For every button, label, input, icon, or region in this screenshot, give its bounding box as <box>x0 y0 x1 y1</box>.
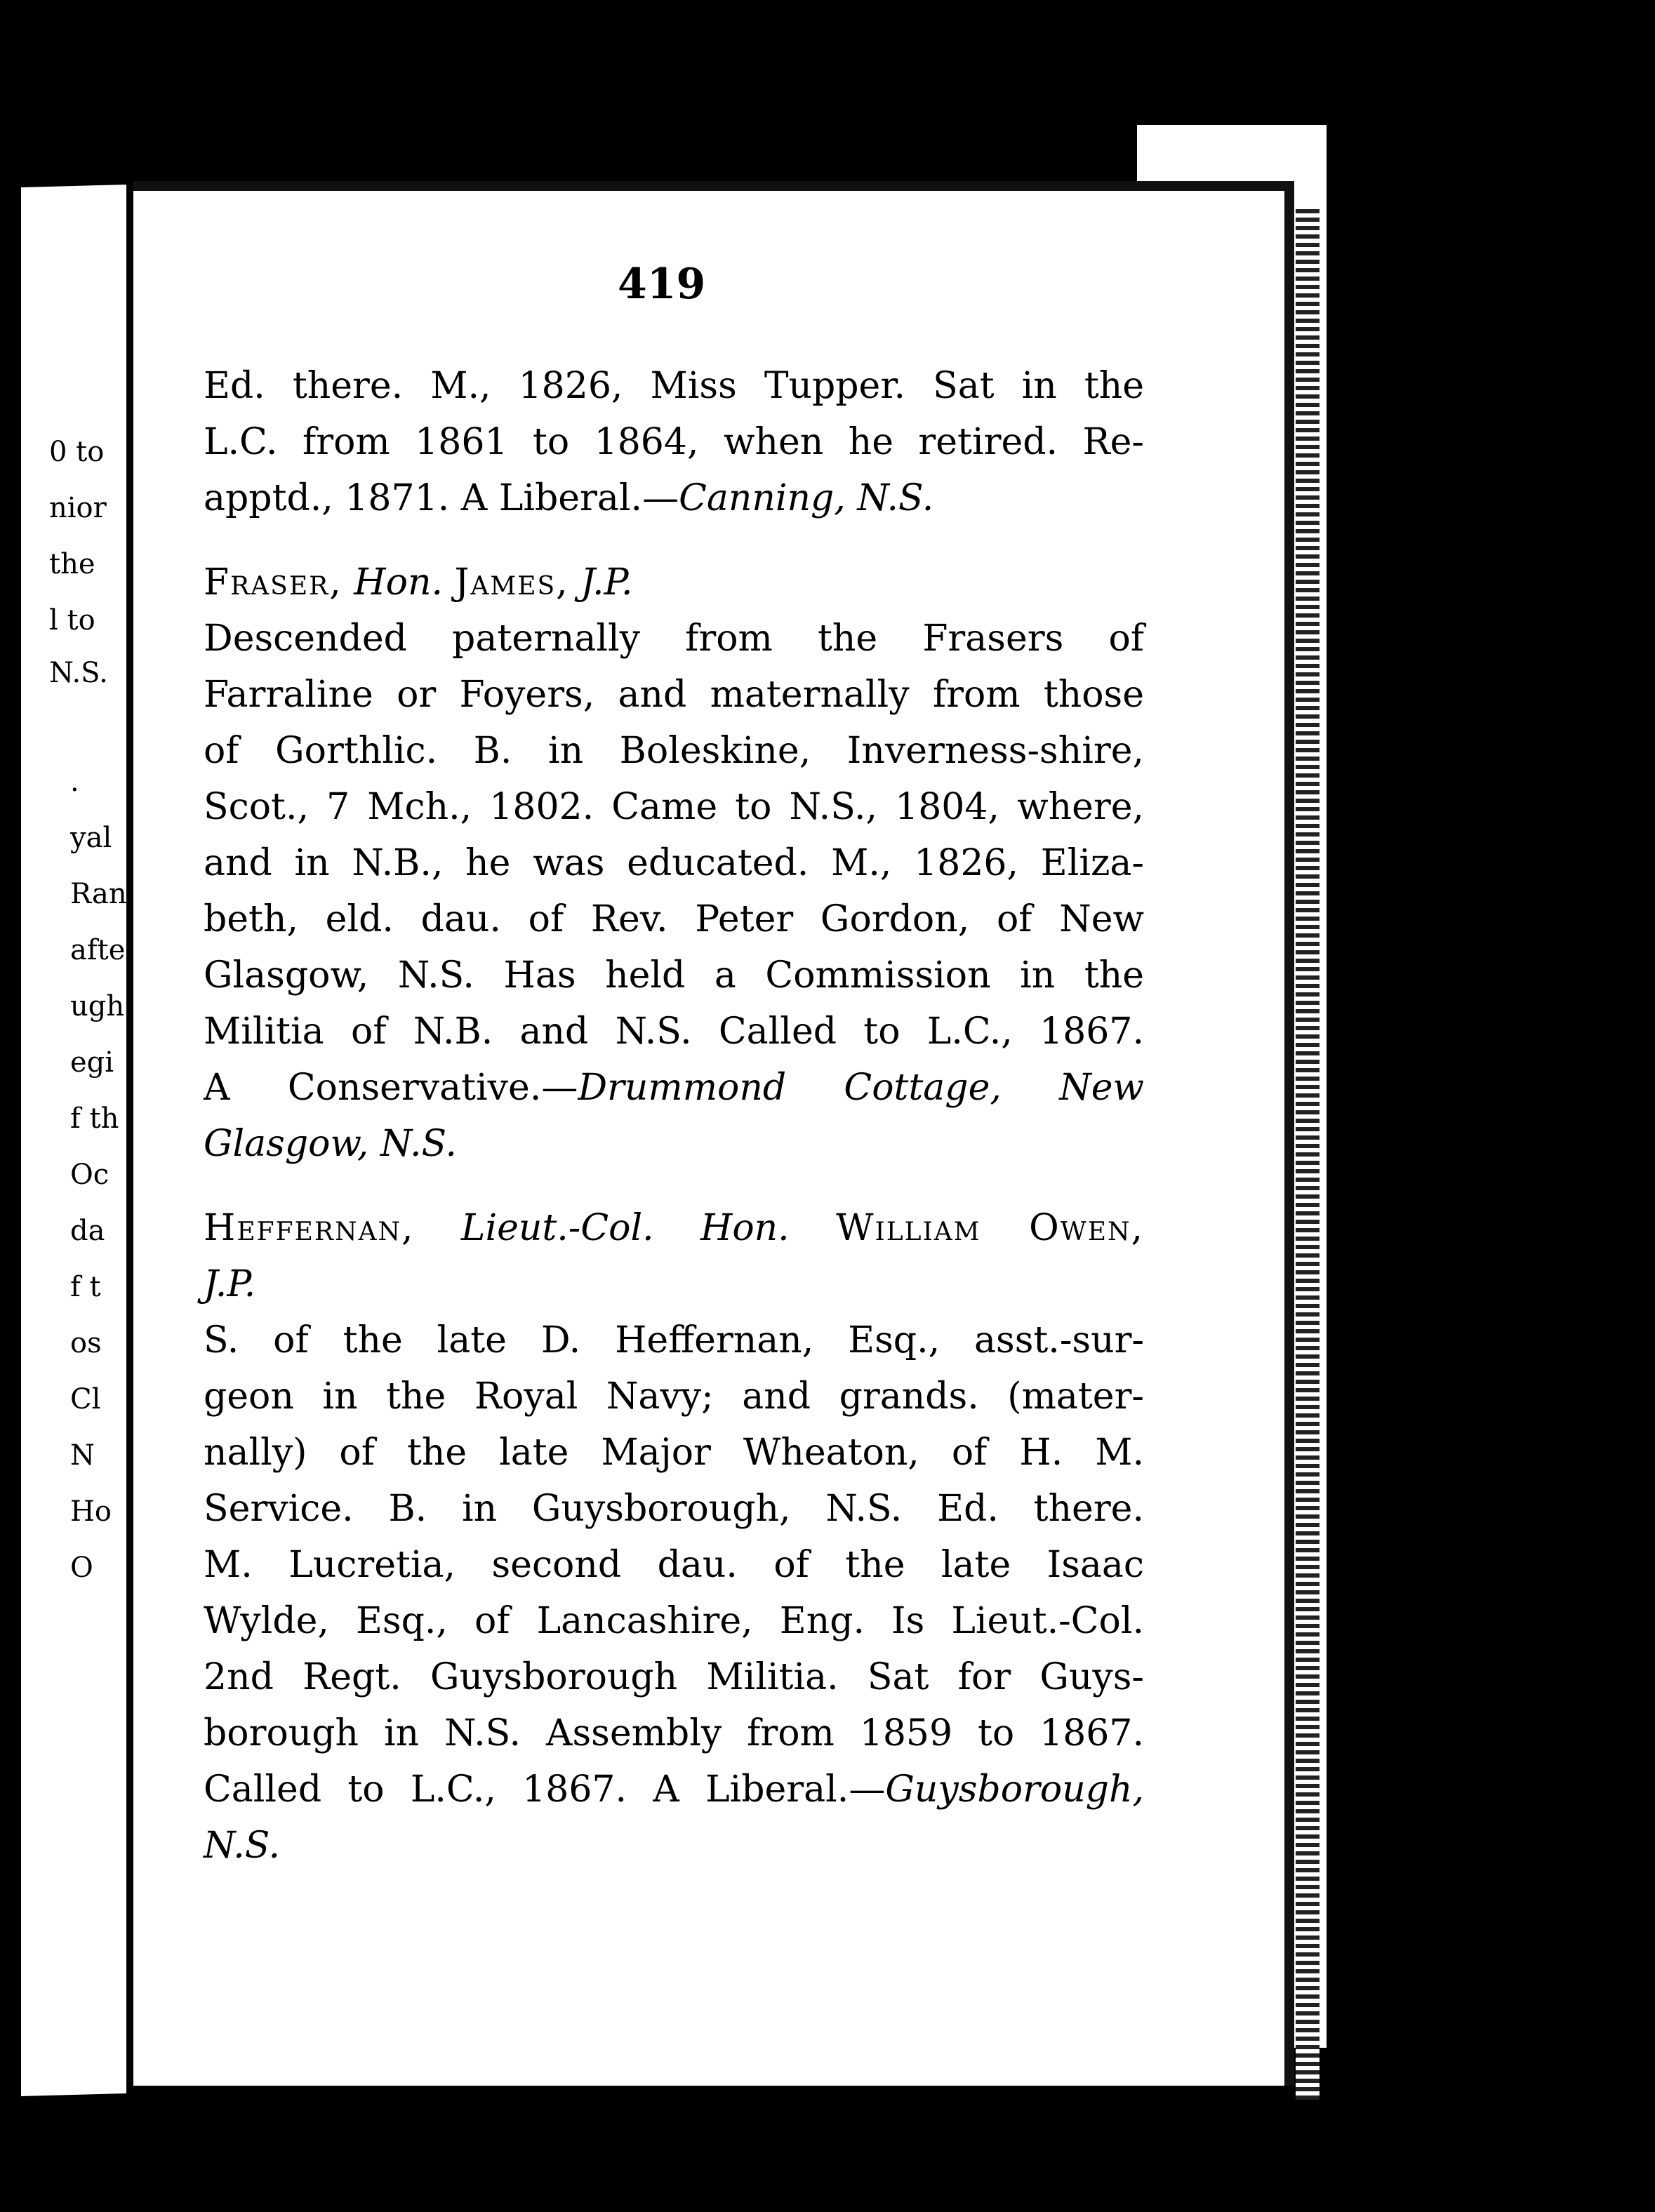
fraser-line: beth, eld. dau. of Rev. Peter Gordon, of New <box>204 898 1144 940</box>
heffernan-final-italic: N.S. <box>204 1825 281 1867</box>
left-fragment: da <box>70 1215 105 1247</box>
left-fragment: f th <box>70 1102 119 1135</box>
heffernan-line: Wylde, Esq., of Lancashire, Eng. Is Lieut.-Col. <box>204 1600 1144 1642</box>
heffernan-line: 2nd Regt. Guysborough Militia. Sat for Guys- <box>204 1656 1144 1698</box>
fraser-line: Descended paternally from the Frasers of <box>204 618 1144 660</box>
left-fragment: f t <box>70 1271 101 1303</box>
heffernan-line: nally) of the late Major Wheaton, of H. M. <box>204 1432 1144 1474</box>
heffernan-post: J.P. <box>204 1263 256 1305</box>
fraser-line-last <box>204 1060 1144 1116</box>
left-page-edge <box>21 185 126 2096</box>
page-number: 419 <box>618 260 706 309</box>
left-fragment: N <box>70 1439 95 1472</box>
fraser-given: James, <box>454 561 569 604</box>
fraser-line: Militia of N.B. and N.S. Called to L.C., 1867. <box>204 1011 1144 1053</box>
heffernan-last-italic: Guysborough, <box>885 1768 1144 1811</box>
intro-line-last <box>204 470 1144 526</box>
heffernan-line: geon in the Royal Navy; and grands. (mater- <box>204 1375 1144 1418</box>
heffernan-line: M. Lucretia, second dau. of the late Isaac <box>204 1544 1144 1586</box>
fraser-line: Farraline or Foyers, and maternally from those <box>204 674 1144 716</box>
heffernan-given: William Owen, <box>836 1207 1145 1249</box>
page-text <box>204 358 1144 1874</box>
left-fragment: yal <box>70 822 112 854</box>
fraser-post: J.P. <box>580 561 633 604</box>
left-fragment: O <box>70 1552 93 1584</box>
heffernan-line: borough in N.S. Assembly from 1859 to 1867. <box>204 1712 1144 1754</box>
left-fragment: Ho <box>70 1495 112 1528</box>
intro-line: Ed. there. M., 1826, Miss Tupper. Sat in the <box>204 365 1144 407</box>
left-fragment: Cl <box>70 1383 101 1415</box>
heffernan-line-final <box>204 1818 1144 1874</box>
left-fragment: Ran <box>70 878 127 910</box>
left-fragment: 0 to <box>49 436 105 468</box>
fraser-line: and in N.B., he was educated. M., 1826, Eliza- <box>204 842 1144 884</box>
heffernan-last-plain: Called to L.C., 1867. A Liberal.— <box>204 1768 886 1811</box>
entry-heading-fraser <box>204 554 1144 611</box>
intro-line: L.C. from 1861 to 1864, when he retired. Re- <box>204 421 1144 463</box>
fraser-title: Hon. <box>354 561 443 604</box>
fraser-line: of Gorthlic. B. in Boleskine, Inverness-shire, <box>204 730 1144 772</box>
intro-last-italic: Canning, N.S. <box>679 477 934 519</box>
fraser-line: Glasgow, N.S. Has held a Commission in the <box>204 954 1144 997</box>
heffernan-line: S. of the late D. Heffernan, Esq., asst.-sur- <box>204 1319 1144 1361</box>
left-fragment: . <box>70 766 79 798</box>
heffernan-title: Lieut.-Col. Hon. <box>460 1207 790 1249</box>
intro-last-plain: apptd., 1871. A Liberal.— <box>204 477 679 519</box>
heffernan-line: Service. B. in Guysborough, N.S. Ed. there. <box>204 1488 1144 1530</box>
entry-heading-heffernan <box>204 1200 1144 1256</box>
fraser-final-italic: Glasgow, N.S. <box>204 1123 457 1165</box>
fraser-line: Scot., 7 Mch., 1802. Came to N.S., 1804, where, <box>204 786 1144 828</box>
left-fragment: the <box>49 548 95 580</box>
left-fragment: afte <box>70 934 126 966</box>
left-fragment: N.S. <box>49 657 108 689</box>
heffernan-surname: Heffernan, <box>204 1207 415 1249</box>
fraser-line-final <box>204 1116 1144 1172</box>
left-fragment: l to <box>49 604 95 637</box>
fraser-last-plain: A Conservative.— <box>204 1067 578 1109</box>
left-fragment: nior <box>49 492 107 524</box>
fraser-last-italic: Drummond Cottage, New <box>578 1067 1144 1109</box>
fraser-surname: Fraser, <box>204 561 343 604</box>
left-fragment: ugh <box>70 990 125 1022</box>
heffernan-line-last <box>204 1761 1144 1818</box>
left-fragment: Oc <box>70 1159 109 1191</box>
left-fragment: egi <box>70 1046 114 1079</box>
heffernan-post-line <box>204 1256 1144 1312</box>
left-fragment: os <box>70 1327 102 1359</box>
